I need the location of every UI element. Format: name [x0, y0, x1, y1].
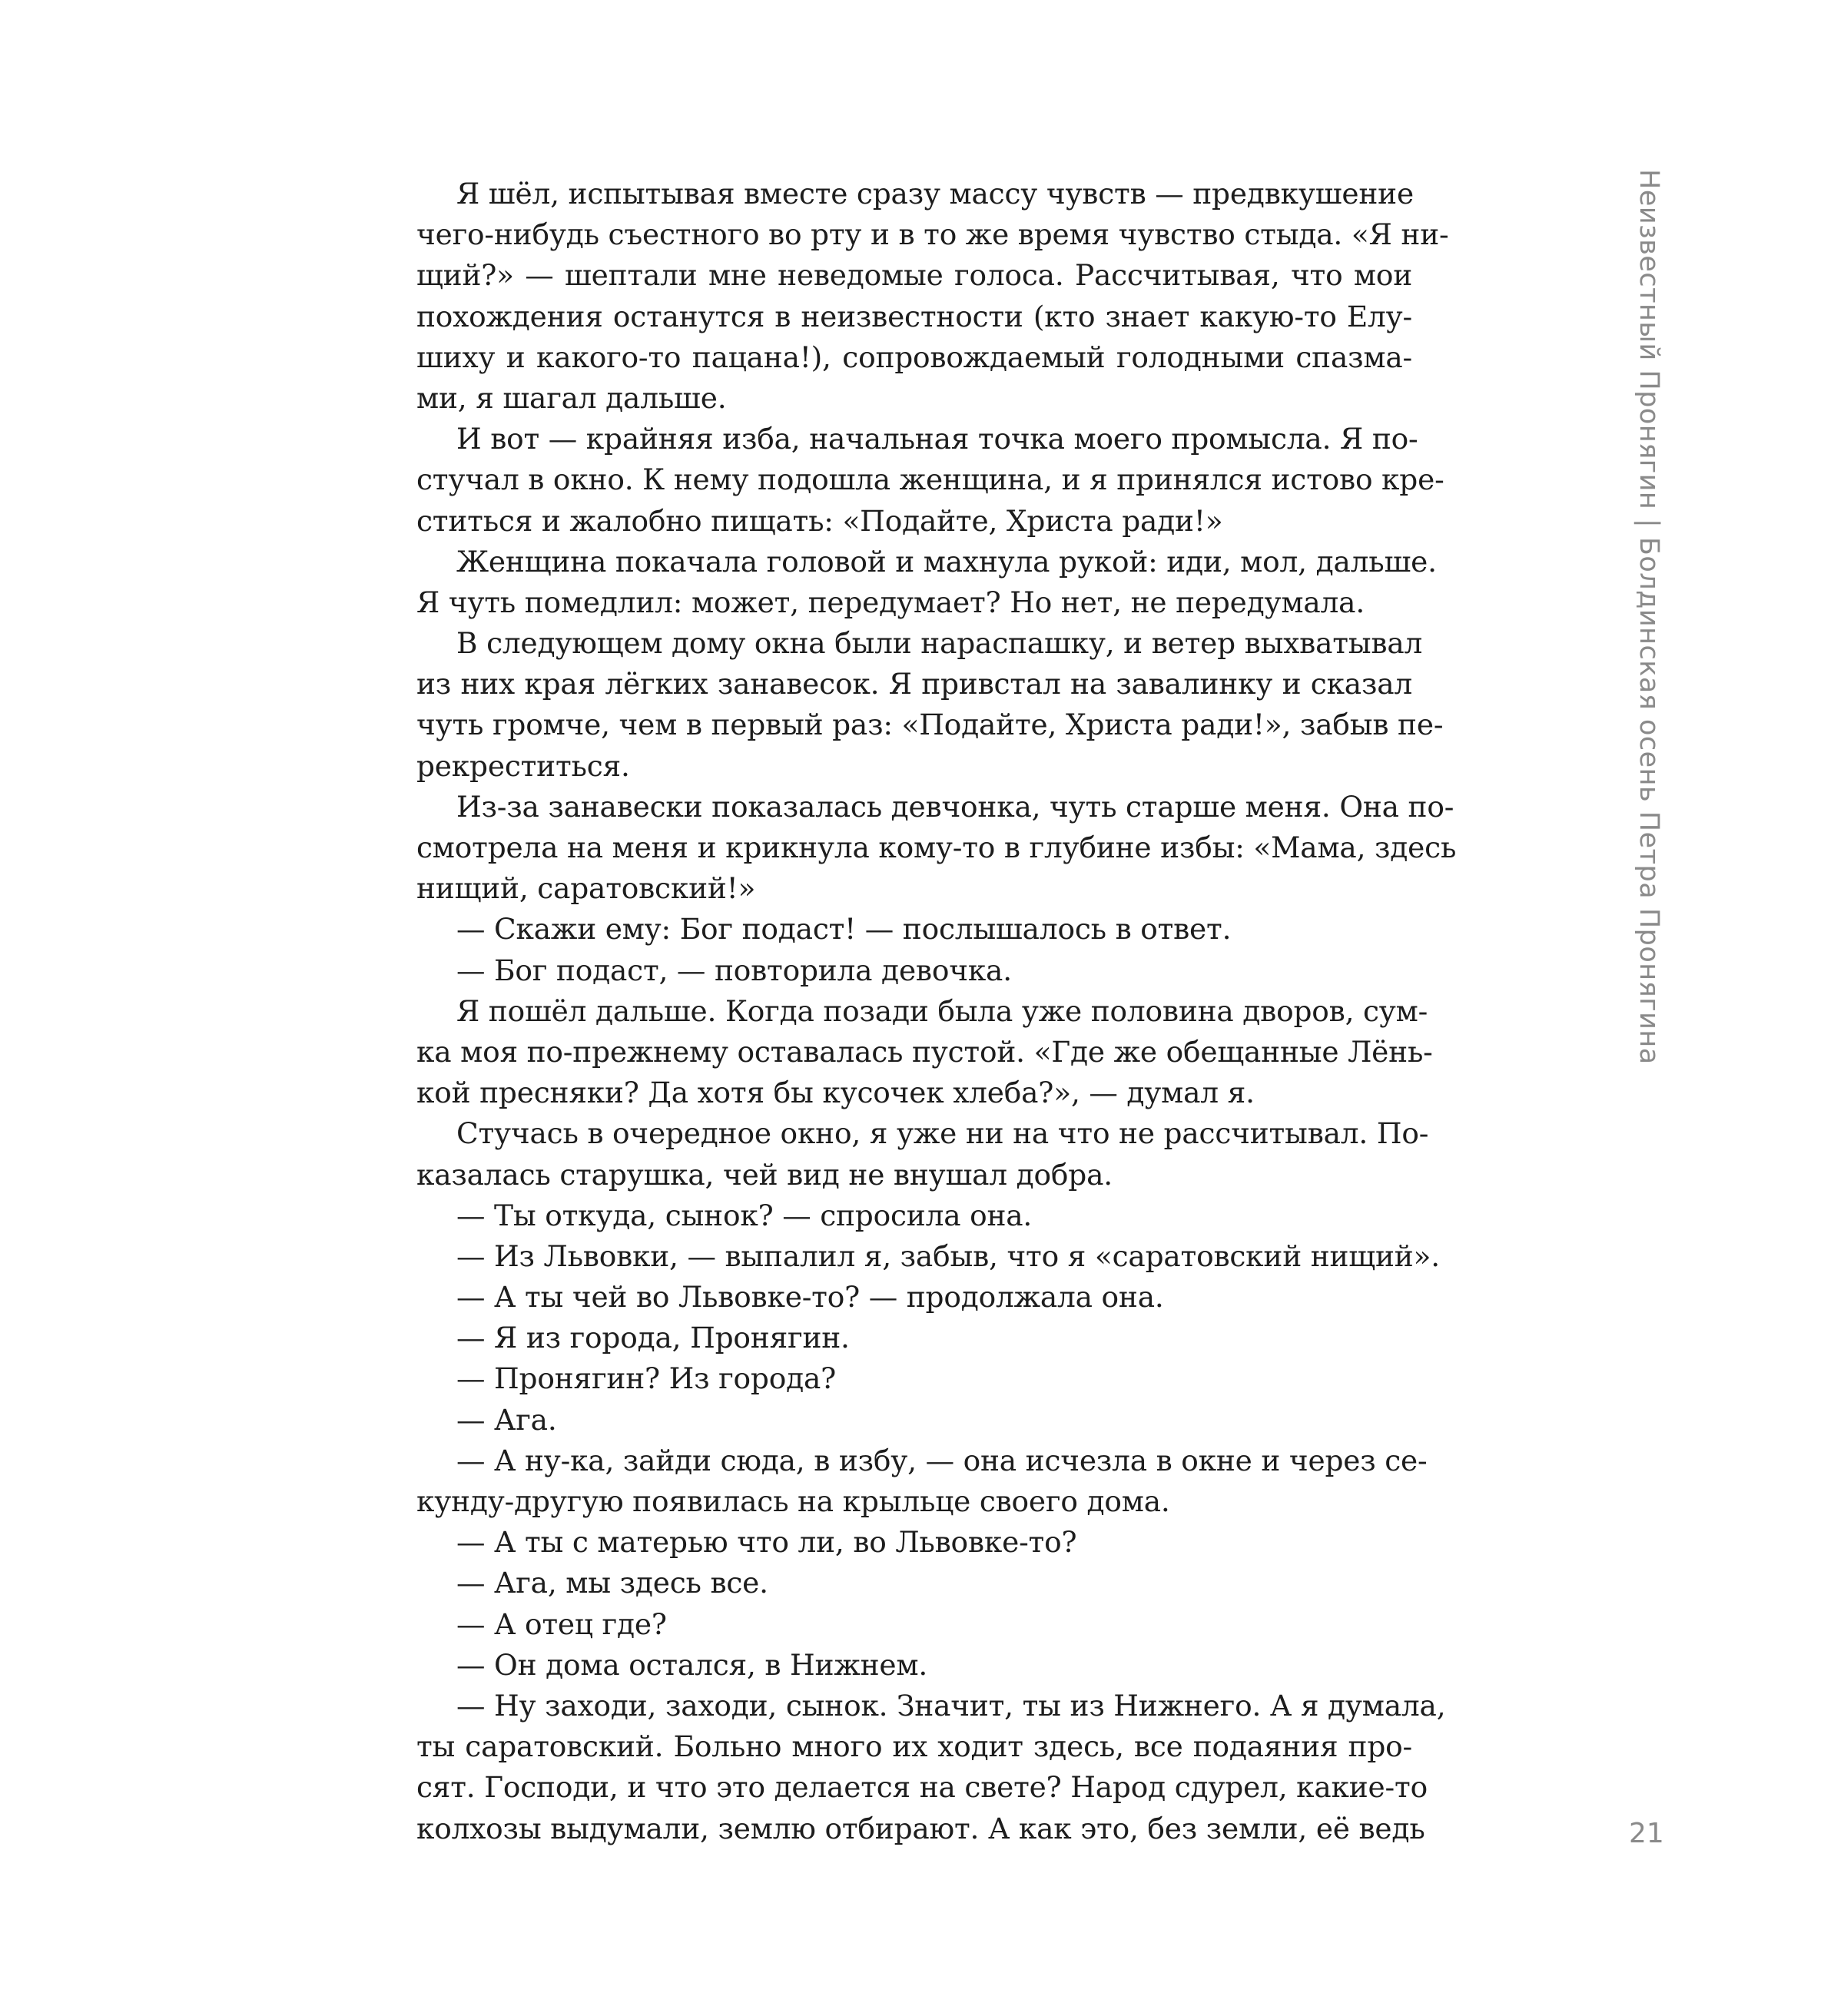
text-line: кунду-другую появилась на крыльце своего дома. [416, 1484, 1170, 1518]
text-line: Из-за занавески показалась девчонка, чуть старше меня. Она по- [456, 789, 1454, 824]
text-line: — Из Львовки, — выпалил я, забыв, что я «саратовский нищий». [456, 1238, 1441, 1273]
text-line: шиху и какого-то пацана!), сопровождаемый голодными спазма- [416, 340, 1412, 374]
body-text [416, 174, 1457, 1849]
text-line: — А отец где? [456, 1606, 667, 1641]
text-line: ка моя по-прежнему оставалась пустой. «Где же обещанные Лёнь- [416, 1034, 1433, 1069]
page-number: 21 [1629, 1818, 1664, 1849]
text-line: похождения останутся в неизвестности (кто знает какую-то Елу- [416, 299, 1412, 333]
text-line: рекреститься. [416, 748, 630, 783]
text-line: — А ну-ка, зайди сюда, в избу, — она исчезла в окне и через се- [456, 1443, 1428, 1477]
text-line: — Он дома остался, в Нижнем. [456, 1647, 928, 1682]
text-line: — А ты чей во Львовке-то? — продолжала она. [456, 1280, 1164, 1315]
text-line: ты саратовский. Больно много их ходит здесь, все подаяния про- [416, 1729, 1412, 1764]
text-line: Я пошёл дальше. Когда позади была уже половина дворов, сум- [456, 993, 1428, 1028]
text-line: — Ты откуда, сынок? — спросила она. [456, 1198, 1033, 1232]
text-line: — Пронягин? Из города? [456, 1361, 837, 1396]
text-line: колхозы выдумали, землю отбирают. А как это, без земли, её ведь [416, 1811, 1425, 1845]
text-line: В следующем дому окна были нараспашку, и ветер выхватывал [456, 626, 1423, 661]
text-line: ститься и жалобно пищать: «Подайте, Христа ради!» [416, 503, 1223, 538]
text-line: казалась старушка, чей вид не внушал добра. [416, 1157, 1113, 1192]
running-head-text: Неизвестный Пронягин | Болдинская осень Петра Пронягина [1633, 169, 1664, 1065]
running-head [1629, 169, 1675, 1065]
text-line: смотрела на меня и крикнула кому-то в глубине избы: «Мама, здесь [416, 831, 1457, 864]
text-line: И вот — крайняя изба, начальная точка моего промысла. Я по- [456, 422, 1418, 456]
text-line: стучал в окно. К нему подошла женщина, и я принялся истово кре- [416, 463, 1444, 497]
text-line: Женщина покачала головой и махнула рукой: иди, мол, дальше. [456, 544, 1437, 579]
text-line: — Я из города, Пронягин. [456, 1321, 850, 1355]
text-line: чего-нибудь съестного во рту и в то же время чувство стыда. «Я ни- [416, 217, 1449, 252]
text-line: — Ага. [456, 1402, 557, 1437]
text-line: кой пресняки? Да хотя бы кусочек хлеба?», — думал я. [416, 1076, 1255, 1110]
text-line: — Бог подаст, — повторила девочка. [456, 953, 1012, 987]
text-line: чуть громче, чем в первый раз: «Подайте, Христа ради!», забыв пе- [416, 708, 1444, 742]
text-line: из них края лёгких занавесок. Я привстал на завалинку и сказал [416, 667, 1412, 701]
text-line: Стучась в очередное окно, я уже ни на что не рассчитывал. По- [456, 1116, 1429, 1151]
text-line: — Ну заходи, заходи, сынок. Значит, ты из Нижнего. А я думала, [456, 1688, 1446, 1723]
text-line: нищий, саратовский!» [416, 871, 756, 906]
text-line: — Ага, мы здесь все. [456, 1566, 768, 1600]
text-line: сят. Господи, и что это делается на свете? Народ сдурел, какие-то [416, 1770, 1428, 1805]
text-line: — Скажи ему: Бог подаст! — послышалось в ответ. [456, 912, 1232, 947]
text-line: Я чуть помедлил: может, передумает? Но нет, не передумала. [416, 585, 1365, 619]
text-line: Я шёл, испытывая вместе сразу массу чувств — предвкушение [456, 177, 1414, 211]
text-line: — А ты с матерью что ли, во Львовке-то? [456, 1525, 1077, 1560]
text-line: щий?» — шептали мне неведомые голоса. Рассчитывая, что мои [416, 258, 1412, 293]
text-line: ми, я шагал дальше. [416, 380, 727, 415]
